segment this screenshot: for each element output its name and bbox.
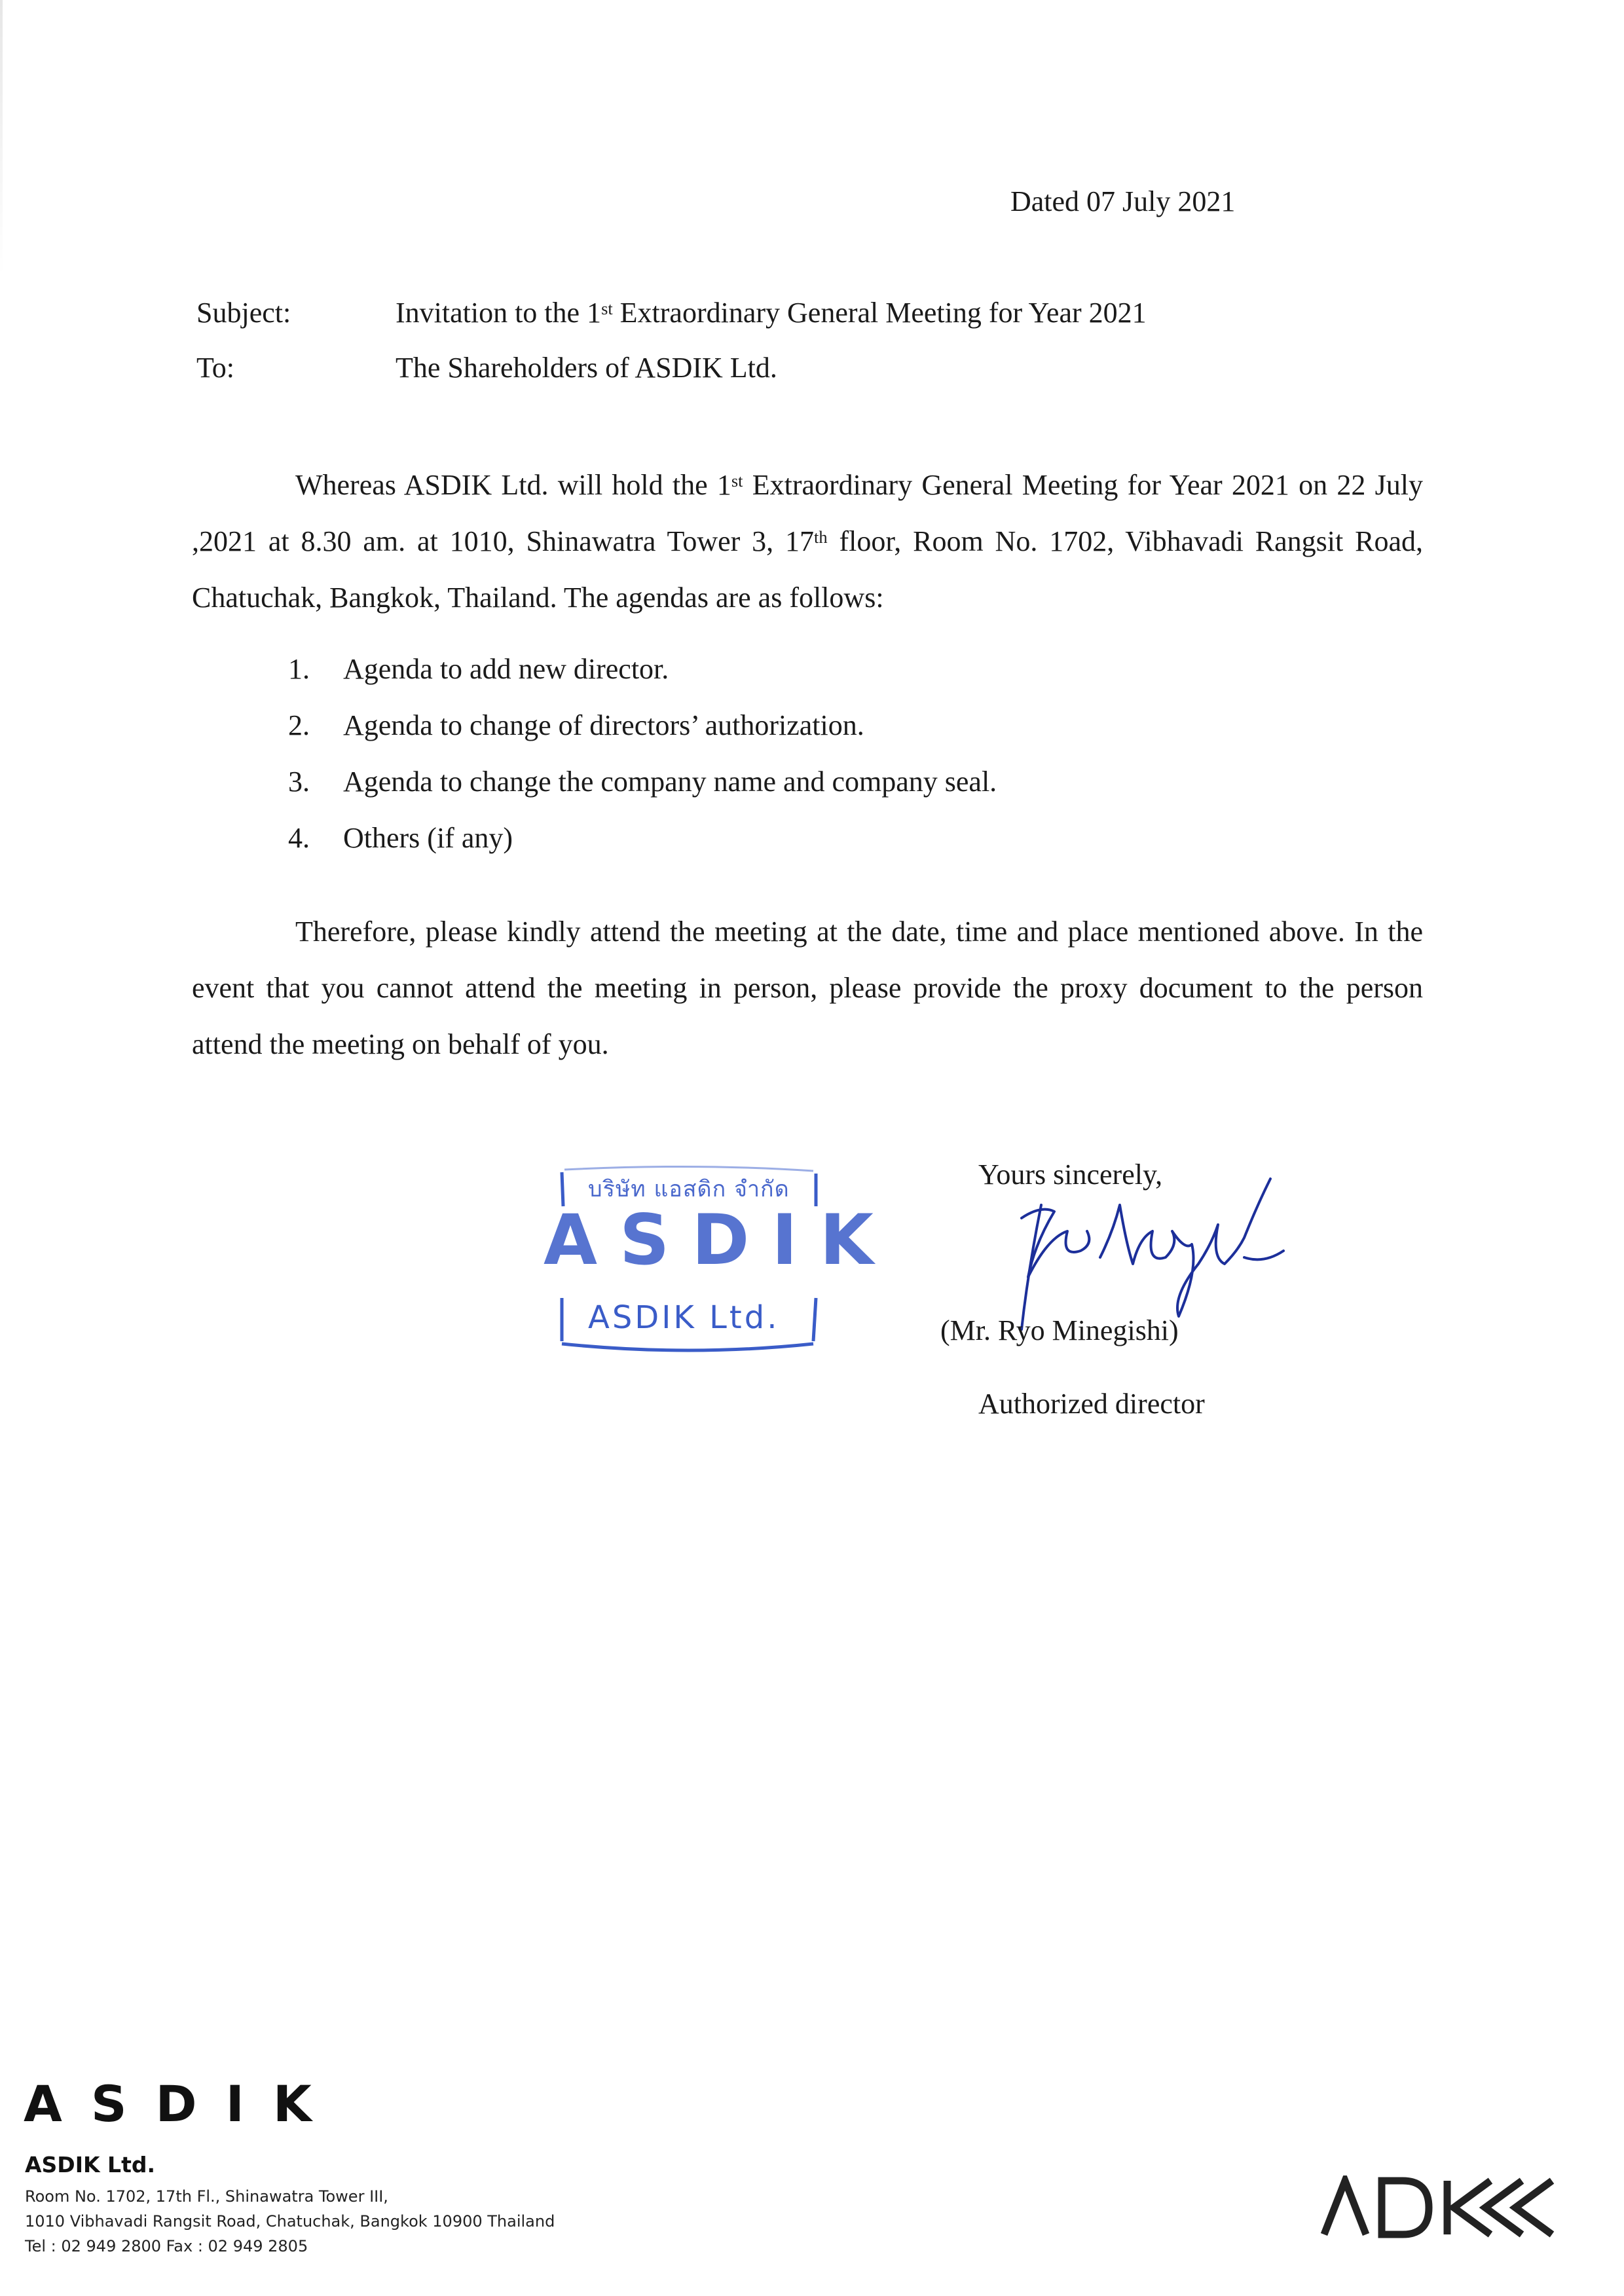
to-label: To:	[196, 352, 235, 384]
stamp-thai-text: บริษัท แอสดิก จำกัด	[588, 1176, 790, 1202]
footer-address-line-1: Room No. 1702, 17th Fl., Shinawatra Tower III,	[25, 2187, 388, 2206]
agenda-item	[288, 765, 997, 821]
footer-contact-line: Tel : 02 949 2800 Fax : 02 949 2805	[25, 2237, 308, 2255]
p1-text-a: Whereas ASDIK Ltd. will hold the 1	[295, 469, 731, 501]
agenda-number: 2.	[288, 709, 310, 741]
subject-text-pre: Invitation to the 1	[396, 297, 602, 329]
stamp-brand-text: ASDIK	[544, 1200, 896, 1280]
page-edge	[0, 0, 3, 275]
agenda-text: Agenda to add new director.	[343, 653, 669, 685]
footer-brand-logo: ASDIK	[24, 2075, 341, 2133]
agenda-item	[288, 652, 997, 709]
p1-text-b: Extraordinary General Meeting for Year 2021 on 22 July ,2021 at 8.30 am. at 1010, Shinawatra Tower 3, 17	[192, 469, 1423, 557]
p1-superscript-2: th	[814, 527, 828, 547]
agenda-text: Agenda to change the company name and company seal.	[343, 766, 997, 798]
agenda-list	[288, 652, 997, 878]
closing-salutation: Yours sincerely,	[978, 1158, 1163, 1191]
subject-text-post: Extraordinary General Meeting for Year 2021	[612, 297, 1147, 329]
agenda-item	[288, 709, 997, 765]
footer-address-line-2: 1010 Vibhavadi Rangsit Road, Chatuchak, Bangkok 10900 Thailand	[25, 2212, 555, 2231]
letter-date: Dated 07 July 2021	[1010, 185, 1236, 217]
subject-value	[396, 296, 1147, 329]
to-row	[196, 351, 777, 384]
p1-text-c: floor, Room No. 1702, Vibhavadi Rangsit Road, Chatuchak, Bangkok, Thailand. The agendas are as follows:	[192, 525, 1423, 614]
signature-icon	[982, 1166, 1297, 1336]
signatory-name: (Mr. Ryo Minegishi)	[940, 1314, 1179, 1346]
footer-company-name: ASDIK Ltd.	[25, 2152, 155, 2177]
p1-superscript-1: st	[731, 471, 743, 491]
agenda-text: Others (if any)	[343, 822, 513, 854]
stamp-company-text: ASDIK Ltd.	[588, 1299, 780, 1336]
to-value: The Shareholders of ASDIK Ltd.	[396, 352, 777, 384]
agenda-number: 3.	[288, 766, 310, 798]
agenda-number: 4.	[288, 822, 310, 854]
subject-superscript: st	[601, 299, 613, 319]
body-paragraph-1	[192, 457, 1423, 626]
adk-logo-icon	[1319, 2176, 1555, 2238]
agenda-text: Agenda to change of directors’ authorization.	[343, 709, 864, 741]
company-stamp	[538, 1160, 896, 1367]
subject-row	[196, 296, 1147, 329]
subject-label: Subject:	[196, 297, 291, 329]
signatory-title: Authorized director	[978, 1388, 1205, 1420]
agenda-number: 1.	[288, 653, 310, 685]
agenda-item	[288, 821, 997, 878]
body-paragraph-2: Therefore, please kindly attend the meeting at the date, time and place mentioned above. In the event that you cannot attend the meeting in person, please provide the proxy document to the person attend the meeting on behalf of you.	[192, 916, 1423, 1060]
